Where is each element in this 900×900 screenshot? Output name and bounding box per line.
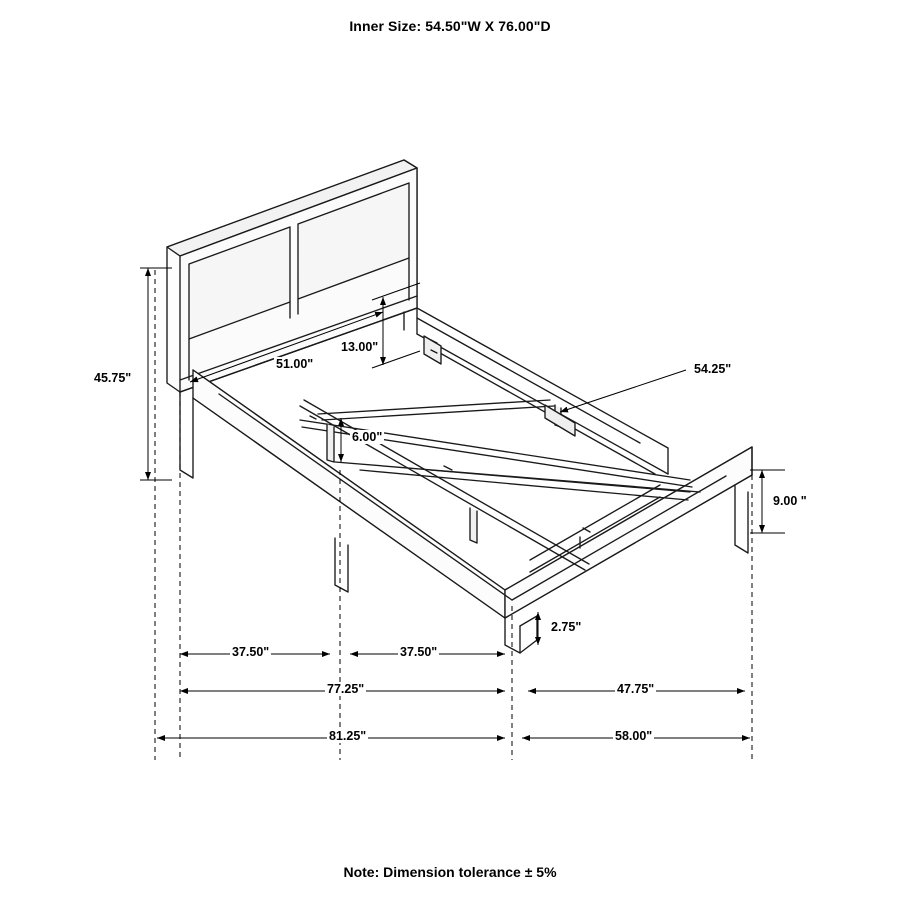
dimension-label-headboard-panel-height: 13.00" [341,340,379,354]
dimension-label-center-support-height: 6.00" [352,430,383,444]
dimension-label-rail-height: 9.00 " [773,494,807,508]
dimension-label-depth-front: 77.25" [327,682,365,696]
dimension-label-leg-height: 2.75" [551,620,582,634]
dimension-label-footprint-left-a: 37.50" [232,645,270,659]
dimension-label-headboard-width: 51.00" [276,357,314,371]
tolerance-note: Note: Dimension tolerance ± 5% [343,864,557,880]
dimension-label-footprint-left-b: 37.50" [400,645,438,659]
page-title: Inner Size: 54.50"W X 76.00"D [349,18,551,34]
dimension-label-side-rail-length: 54.25" [694,362,732,376]
dimension-label-depth-rear: 47.75" [617,682,655,696]
dimension-label-overall-depth: 81.25" [329,729,367,743]
dimension-label-headboard-height: 45.75" [94,371,132,385]
dimension-label-overall-width: 58.00" [615,729,653,743]
